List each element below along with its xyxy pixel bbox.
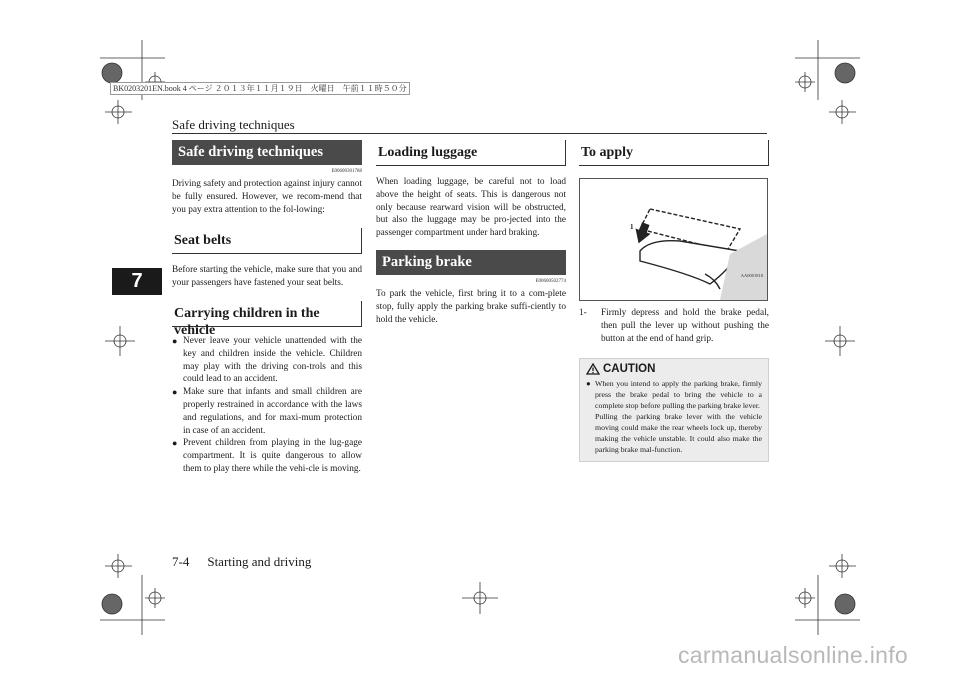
caution-paragraph-1: When you intend to apply the parking brake, firmly press the brake pedal to bring the vehicle to a complete stop before pulling the parking brake lever. [595,379,762,411]
bullet-icon: ● [172,335,178,346]
header-rule [172,133,767,134]
watermark: carmanualsonline.info [677,642,908,668]
parking-brake-figure [579,178,768,301]
paragraph-parking-brake: To park the vehicle, first bring it to a com-plete stop, fully apply the parking brake suffi-ciently to hold the vehicle. [376,288,566,325]
step-number: 1- [579,308,587,318]
paragraph-safe-driving: Driving safety and protection against injury cannot be fully ensured. However, we recom-mend that you pay extra attention to the fol-lowing: [172,179,362,215]
column-2 [376,140,566,326]
paragraph-loading-luggage: When loading luggage, be careful not to load above the height of seats. This is dangerous not only because rearward vision will be obstructed, but also the luggage may be pro-jected into the passenger compartment under hard braking. [376,177,566,239]
warning-triangle-icon [586,363,600,375]
children-bullet-list [172,335,362,476]
caution-item [586,378,762,455]
running-title: Safe driving techniques [172,117,295,132]
heading-seat-belts: Seat belts [172,228,362,254]
heading-safe-driving: Safe driving techniques [172,140,362,165]
parking-brake-lever-illustration [580,179,767,300]
chapter-tab: 7 [112,268,162,295]
step-1 [579,307,769,345]
page-number: 7-4 [172,554,190,569]
figure-callout-1: 1 [630,223,634,231]
heading-carrying-children: Carrying children in the vehicle [172,301,362,327]
footer-section: Starting and driving [207,554,312,569]
section-code: E00600301788 [331,169,362,174]
footer [172,554,329,570]
bullet-icon: ● [586,379,591,389]
caution-paragraph-2: Pulling the parking brake lever with the vehicle moving could make the rear wheels lock up, thereby making the vehicle unstable. It could also make the parking brake mal-function. [595,412,762,455]
heading-loading-luggage: Loading luggage [376,140,566,166]
caution-title: CAUTION [586,363,762,375]
caution-box [579,358,769,462]
print-info: BK0203201EN.book 4 ページ ２０１３年１１月１９日 火曜日 午前１１時５０分 [110,82,410,95]
bullet-icon: ● [172,438,178,449]
list-item: ● Never leave your vehicle unattended with the key and children inside the vehicle. Children may play with the driving con-trols and this could lead to an accident. [172,335,362,385]
heading-to-apply: To apply [579,140,769,166]
heading-parking-brake: Parking brake [376,250,566,275]
paragraph-seat-belts: Before starting the vehicle, make sure that you and your passengers have fastened your seat belts. [172,265,362,289]
bullet-icon: ● [172,387,178,398]
section-code: E00600502774 [535,278,566,284]
list-item: ● Make sure that infants and small children are properly restrained in accordance with the laws and regulations, and for maxi-mum protection in case of an accident. [172,387,362,436]
list-item: ● Prevent children from playing in the lug-gage compartment. It is quite dangerous to allow them to play there while the vehi-cle is moving. [172,438,362,474]
step-text: Firmly depress and hold the brake pedal, then pull the lever up without pushing the button at the end of hand grip. [601,308,769,344]
column-3 [579,140,769,462]
figure-code: AA0001818 [740,273,763,278]
column-1 [172,140,362,476]
